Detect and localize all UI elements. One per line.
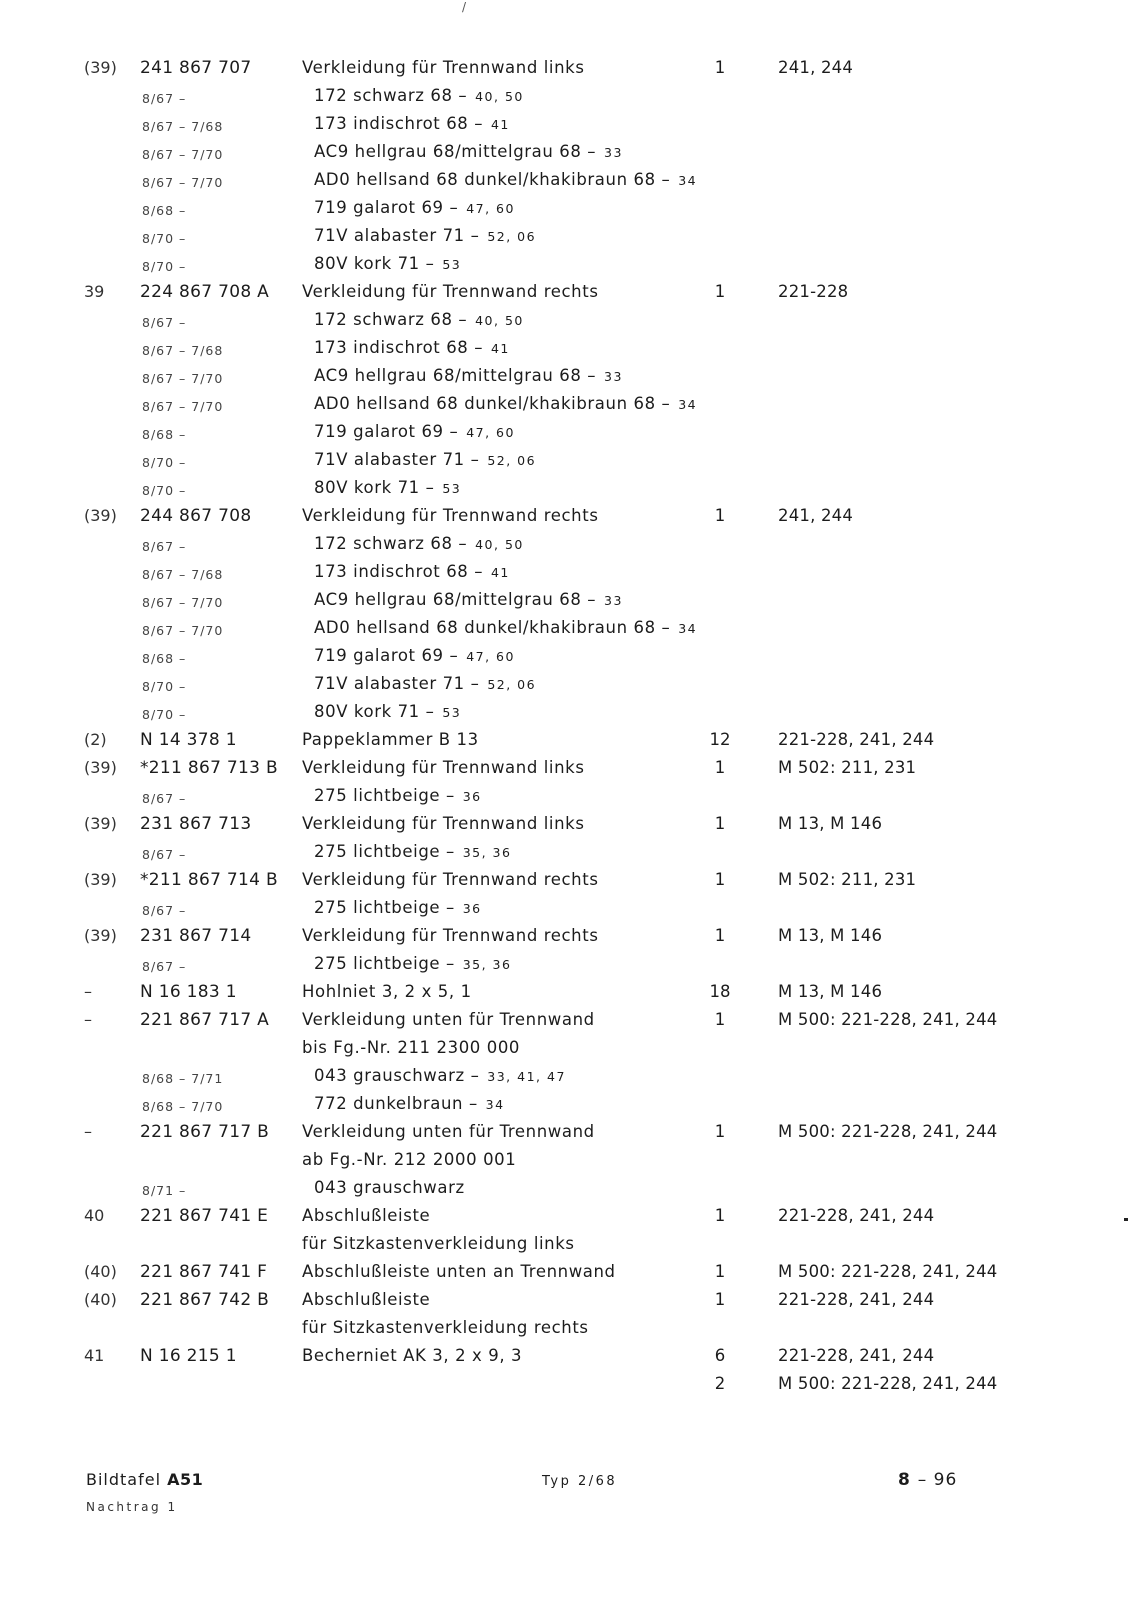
figure-refs: 34: [678, 397, 698, 412]
color-variant-row: [0, 336, 1132, 364]
validity-date: 8/67 – 7/70: [142, 623, 224, 638]
position-ref: (39): [84, 814, 117, 833]
description: 275 lichtbeige – 36: [314, 898, 482, 917]
description: 275 lichtbeige – 36: [314, 786, 482, 805]
quantity: 1: [714, 58, 726, 77]
figure-refs: 40, 50: [475, 537, 524, 552]
figure-refs: 52, 06: [487, 453, 537, 468]
description: 71V alabaster 71 – 52, 06: [314, 674, 537, 693]
model-usage: M 502: 211, 231: [778, 758, 917, 777]
position-ref: (40): [84, 1262, 117, 1281]
description: 172 schwarz 68 – 40, 50: [314, 310, 524, 329]
description: 173 indischrot 68 – 41: [314, 114, 510, 133]
description: 043 grauschwarz – 33, 41, 47: [314, 1066, 566, 1085]
part-number: N 16 215 1: [140, 1346, 237, 1366]
continuation-row: [0, 1036, 1132, 1064]
model-usage: M 500: 221-228, 241, 244: [778, 1122, 998, 1141]
model-usage: M 500: 221-228, 241, 244: [778, 1374, 998, 1393]
continuation-row: [0, 1372, 1132, 1400]
description: Abschlußleiste: [302, 1206, 431, 1225]
type-label: Typ 2/68: [542, 1474, 618, 1489]
description: AD0 hellsand 68 dunkel/khakibraun 68 – 34: [314, 618, 698, 637]
position-ref: 40: [84, 1206, 105, 1225]
description: ab Fg.-Nr. 212 2000 001: [302, 1150, 517, 1169]
description: Becherniet AK 3, 2 x 9, 3: [302, 1346, 523, 1365]
part-row: [0, 812, 1132, 840]
figure-refs: 34: [678, 173, 698, 188]
validity-date: 8/70 –: [142, 455, 187, 470]
description: AD0 hellsand 68 dunkel/khakibraun 68 – 34: [314, 170, 698, 189]
position-ref: (2): [84, 730, 107, 749]
quantity: 1: [714, 870, 726, 889]
part-number: 221 867 741 F: [140, 1262, 268, 1282]
model-usage: 221-228, 241, 244: [778, 730, 935, 749]
color-variant-row: [0, 364, 1132, 392]
description: 71V alabaster 71 – 52, 06: [314, 450, 537, 469]
description: Verkleidung für Trennwand rechts: [302, 926, 599, 945]
validity-date: 8/68 – 7/71: [142, 1071, 224, 1086]
part-row: [0, 1204, 1132, 1232]
color-variant-row: [0, 224, 1132, 252]
color-variant-row: [0, 784, 1132, 812]
figure-refs: 53: [442, 481, 462, 496]
part-row: [0, 868, 1132, 896]
color-variant-row: [0, 196, 1132, 224]
model-usage: M 13, M 146: [778, 814, 883, 833]
color-variant-row: [0, 392, 1132, 420]
figure-refs: 36: [462, 901, 482, 916]
page-number: [898, 1470, 957, 1490]
position-ref: 41: [84, 1346, 105, 1365]
part-number: 231 867 713: [140, 814, 252, 834]
validity-date: 8/68 –: [142, 427, 187, 442]
figure-refs: 35, 36: [462, 845, 512, 860]
continuation-row: [0, 1148, 1132, 1176]
description: 275 lichtbeige – 35, 36: [314, 954, 512, 973]
description: 719 galarot 69 – 47, 60: [314, 198, 515, 217]
part-number: 231 867 714: [140, 926, 252, 946]
figure-refs: 41: [490, 565, 510, 580]
part-number: 244 867 708: [140, 506, 252, 526]
position-ref: (39): [84, 758, 117, 777]
validity-date: 8/67 –: [142, 847, 187, 862]
validity-date: 8/67 – 7/70: [142, 371, 224, 386]
part-row: [0, 1260, 1132, 1288]
part-number: 221 867 717 A: [140, 1010, 270, 1030]
model-usage: 241, 244: [778, 58, 854, 77]
part-row: [0, 1120, 1132, 1148]
figure-refs: 47, 60: [466, 649, 515, 664]
part-number: 221 867 741 E: [140, 1206, 269, 1226]
validity-date: 8/67 –: [142, 903, 187, 918]
quantity: 18: [709, 982, 731, 1001]
parts-table: [0, 56, 1132, 1400]
top-mark: /: [462, 0, 467, 14]
color-variant-row: [0, 84, 1132, 112]
color-variant-row: [0, 420, 1132, 448]
plate-title: [86, 1470, 203, 1489]
description: 173 indischrot 68 – 41: [314, 338, 510, 357]
validity-date: 8/70 –: [142, 483, 187, 498]
color-variant-row: [0, 252, 1132, 280]
validity-date: 8/67 – 7/70: [142, 147, 224, 162]
plate-id: A51: [167, 1470, 204, 1489]
description: Verkleidung für Trennwand rechts: [302, 506, 599, 525]
description: 275 lichtbeige – 35, 36: [314, 842, 512, 861]
part-number: 224 867 708 A: [140, 282, 270, 302]
supplement-note: Nachtrag 1: [86, 1500, 178, 1514]
color-variant-row: [0, 560, 1132, 588]
model-usage: M 500: 221-228, 241, 244: [778, 1262, 998, 1281]
figure-refs: 40, 50: [475, 313, 524, 328]
description: Verkleidung für Trennwand rechts: [302, 282, 599, 301]
description: AC9 hellgrau 68/mittelgrau 68 – 33: [314, 366, 623, 385]
part-number: 221 867 717 B: [140, 1122, 270, 1142]
description: 172 schwarz 68 – 40, 50: [314, 534, 524, 553]
color-variant-row: [0, 532, 1132, 560]
description: Verkleidung für Trennwand links: [302, 58, 585, 77]
model-usage: 221-228, 241, 244: [778, 1290, 935, 1309]
position-ref: –: [84, 982, 92, 1001]
section-number: 8: [898, 1470, 911, 1490]
model-usage: M 13, M 146: [778, 926, 883, 945]
part-number: *211 867 713 B: [140, 758, 278, 778]
description: AC9 hellgrau 68/mittelgrau 68 – 33: [314, 142, 623, 161]
part-number: *211 867 714 B: [140, 870, 278, 890]
validity-date: 8/67 –: [142, 91, 187, 106]
quantity: 12: [709, 730, 731, 749]
validity-date: 8/67 – 7/70: [142, 175, 224, 190]
validity-date: 8/70 –: [142, 259, 187, 274]
part-number: 241 867 707: [140, 58, 252, 78]
part-number: N 14 378 1: [140, 730, 237, 750]
description: 71V alabaster 71 – 52, 06: [314, 226, 537, 245]
figure-refs: 41: [490, 117, 510, 132]
position-ref: (39): [84, 870, 117, 889]
quantity: 1: [714, 814, 726, 833]
position-ref: –: [84, 1010, 92, 1029]
description: 80V kork 71 – 53: [314, 478, 462, 497]
model-usage: 221-228, 241, 244: [778, 1346, 935, 1365]
quantity: 1: [714, 282, 726, 301]
description: 80V kork 71 – 53: [314, 702, 462, 721]
description: 043 grauschwarz: [314, 1178, 465, 1197]
description: AC9 hellgrau 68/mittelgrau 68 – 33: [314, 590, 623, 609]
description: Verkleidung unten für Trennwand: [302, 1010, 595, 1029]
validity-date: 8/67 – 7/70: [142, 399, 224, 414]
plate-label: Bildtafel: [86, 1470, 162, 1489]
description: für Sitzkastenverkleidung links: [302, 1234, 575, 1253]
part-row: [0, 756, 1132, 784]
position-ref: 39: [84, 282, 105, 301]
part-row: [0, 1288, 1132, 1316]
model-usage: 221-228, 241, 244: [778, 1206, 935, 1225]
description: 172 schwarz 68 – 40, 50: [314, 86, 524, 105]
quantity: 1: [714, 1122, 726, 1141]
model-usage: M 502: 211, 231: [778, 870, 917, 889]
color-variant-row: [0, 588, 1132, 616]
quantity: 6: [714, 1346, 726, 1365]
validity-date: 8/67 –: [142, 539, 187, 554]
description: Pappeklammer B 13: [302, 730, 479, 749]
color-variant-row: [0, 1092, 1132, 1120]
part-number: N 16 183 1: [140, 982, 237, 1002]
validity-date: 8/67 – 7/68: [142, 343, 224, 358]
position-ref: (39): [84, 926, 117, 945]
figure-refs: 52, 06: [487, 229, 537, 244]
description: 719 galarot 69 – 47, 60: [314, 646, 515, 665]
figure-refs: 33, 41, 47: [487, 1069, 566, 1084]
quantity: 1: [714, 1010, 726, 1029]
validity-date: 8/67 – 7/68: [142, 119, 224, 134]
quantity: 1: [714, 758, 726, 777]
figure-refs: 47, 60: [466, 201, 515, 216]
validity-date: 8/68 –: [142, 651, 187, 666]
description: Hohlniet 3, 2 x 5, 1: [302, 982, 472, 1001]
validity-date: 8/71 –: [142, 1183, 187, 1198]
validity-date: 8/70 –: [142, 707, 187, 722]
description: Abschlußleiste: [302, 1290, 431, 1309]
validity-date: 8/67 –: [142, 791, 187, 806]
figure-refs: 41: [490, 341, 510, 356]
color-variant-row: [0, 840, 1132, 868]
continuation-row: [0, 1316, 1132, 1344]
description: Verkleidung für Trennwand rechts: [302, 870, 599, 889]
color-variant-row: [0, 140, 1132, 168]
description: 80V kork 71 – 53: [314, 254, 462, 273]
part-row: [0, 924, 1132, 952]
validity-date: 8/68 – 7/70: [142, 1099, 224, 1114]
description: bis Fg.-Nr. 211 2300 000: [302, 1038, 521, 1057]
page-index: – 96: [917, 1470, 958, 1490]
position-ref: (40): [84, 1290, 117, 1309]
model-usage: 221-228: [778, 282, 849, 301]
continuation-row: [0, 1232, 1132, 1260]
validity-date: 8/67 – 7/68: [142, 567, 224, 582]
figure-refs: 33: [604, 369, 623, 384]
description: AD0 hellsand 68 dunkel/khakibraun 68 – 34: [314, 394, 698, 413]
color-variant-row: [0, 616, 1132, 644]
part-row: [0, 56, 1132, 84]
validity-date: 8/67 –: [142, 959, 187, 974]
color-variant-row: [0, 448, 1132, 476]
figure-refs: 53: [442, 705, 462, 720]
part-number: 221 867 742 B: [140, 1290, 270, 1310]
model-usage: M 13, M 146: [778, 982, 883, 1001]
part-row: [0, 1008, 1132, 1036]
quantity: 1: [714, 1262, 726, 1281]
figure-refs: 33: [604, 593, 623, 608]
color-variant-row: [0, 1064, 1132, 1092]
model-usage: M 500: 221-228, 241, 244: [778, 1010, 998, 1029]
validity-date: 8/67 – 7/70: [142, 595, 224, 610]
part-row: [0, 280, 1132, 308]
figure-refs: 40, 50: [475, 89, 524, 104]
figure-refs: 53: [442, 257, 462, 272]
validity-date: 8/67 –: [142, 315, 187, 330]
color-variant-row: [0, 308, 1132, 336]
position-ref: (39): [84, 506, 117, 525]
quantity: 1: [714, 1290, 726, 1309]
color-variant-row: [0, 700, 1132, 728]
figure-refs: 47, 60: [466, 425, 515, 440]
figure-refs: 34: [678, 621, 698, 636]
validity-date: 8/70 –: [142, 231, 187, 246]
part-row: [0, 504, 1132, 532]
color-variant-row: [0, 644, 1132, 672]
description: Verkleidung für Trennwand links: [302, 758, 585, 777]
color-variant-row: [0, 672, 1132, 700]
position-ref: (39): [84, 58, 117, 77]
part-row: [0, 728, 1132, 756]
quantity: 1: [714, 506, 726, 525]
figure-refs: 34: [485, 1097, 505, 1112]
description: 719 galarot 69 – 47, 60: [314, 422, 515, 441]
quantity: 2: [714, 1374, 726, 1393]
figure-refs: 35, 36: [462, 957, 512, 972]
description: Verkleidung für Trennwand links: [302, 814, 585, 833]
description: 772 dunkelbraun – 34: [314, 1094, 505, 1113]
description: Verkleidung unten für Trennwand: [302, 1122, 595, 1141]
description: Abschlußleiste unten an Trennwand: [302, 1262, 616, 1281]
figure-refs: 36: [462, 789, 482, 804]
quantity: 1: [714, 926, 726, 945]
figure-refs: 52, 06: [487, 677, 537, 692]
color-variant-row: [0, 952, 1132, 980]
quantity: 1: [714, 1206, 726, 1225]
color-variant-row: [0, 896, 1132, 924]
part-row: [0, 980, 1132, 1008]
color-variant-row: [0, 168, 1132, 196]
color-variant-row: [0, 476, 1132, 504]
description: für Sitzkastenverkleidung rechts: [302, 1318, 589, 1337]
model-usage: 241, 244: [778, 506, 854, 525]
validity-date: 8/70 –: [142, 679, 187, 694]
figure-refs: 33: [604, 145, 623, 160]
description: 173 indischrot 68 – 41: [314, 562, 510, 581]
page-footer: [0, 1470, 1132, 1530]
color-variant-row: [0, 112, 1132, 140]
margin-mark: [1124, 1218, 1128, 1221]
color-variant-row: [0, 1176, 1132, 1204]
position-ref: –: [84, 1122, 92, 1141]
part-row: [0, 1344, 1132, 1372]
validity-date: 8/68 –: [142, 203, 187, 218]
